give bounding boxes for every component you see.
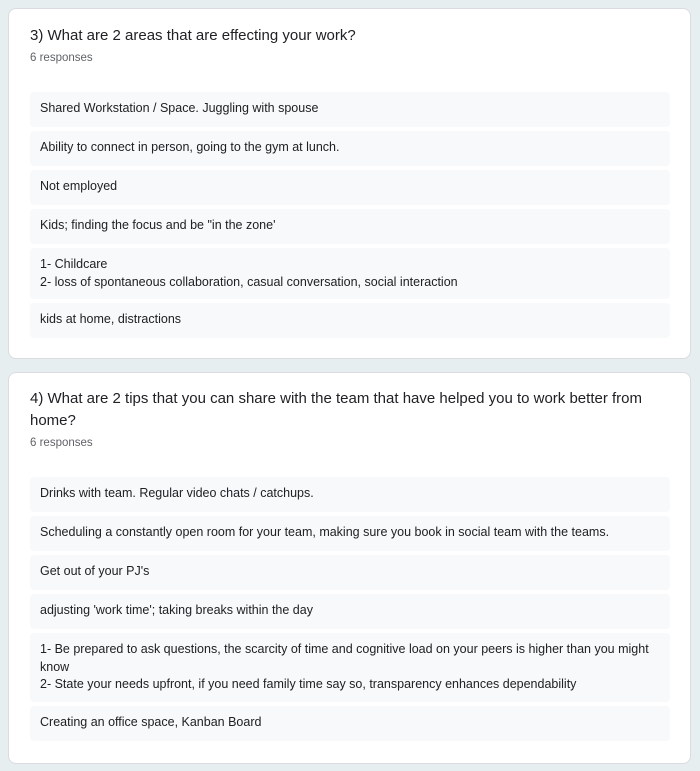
response-item: 1- Childcare 2- loss of spontaneous collaboration, casual conversation, social interaction — [30, 248, 670, 299]
response-item: 1- Be prepared to ask questions, the scarcity of time and cognitive load on your peers is higher than you might know 2- State your needs upfront, if you need family time say so, transparency enhances dependability — [30, 633, 670, 702]
question-card-4 — [8, 372, 691, 764]
response-item: Ability to connect in person, going to the gym at lunch. — [30, 131, 670, 166]
response-list — [30, 477, 670, 745]
question-title: 3) What are 2 areas that are effecting your work? — [30, 27, 356, 44]
response-item: Kids; finding the focus and be "in the zone' — [30, 209, 670, 244]
response-item: Shared Workstation / Space. Juggling with spouse — [30, 92, 670, 127]
response-count: 6 responses — [30, 52, 93, 64]
response-item: adjusting 'work time'; taking breaks within the day — [30, 594, 670, 629]
response-list — [30, 92, 670, 342]
response-item: Creating an office space, Kanban Board — [30, 706, 670, 741]
response-item: Drinks with team. Regular video chats / catchups. — [30, 477, 670, 512]
response-item: Get out of your PJ's — [30, 555, 670, 590]
response-item: kids at home, distractions — [30, 303, 670, 338]
question-title: 4) What are 2 tips that you can share with the team that have helped you to work better from home? — [30, 390, 642, 429]
response-item: Not employed — [30, 170, 670, 205]
response-item: Scheduling a constantly open room for your team, making sure you book in social team with the teams. — [30, 516, 670, 551]
question-card-3 — [8, 8, 691, 359]
response-count: 6 responses — [30, 437, 93, 449]
